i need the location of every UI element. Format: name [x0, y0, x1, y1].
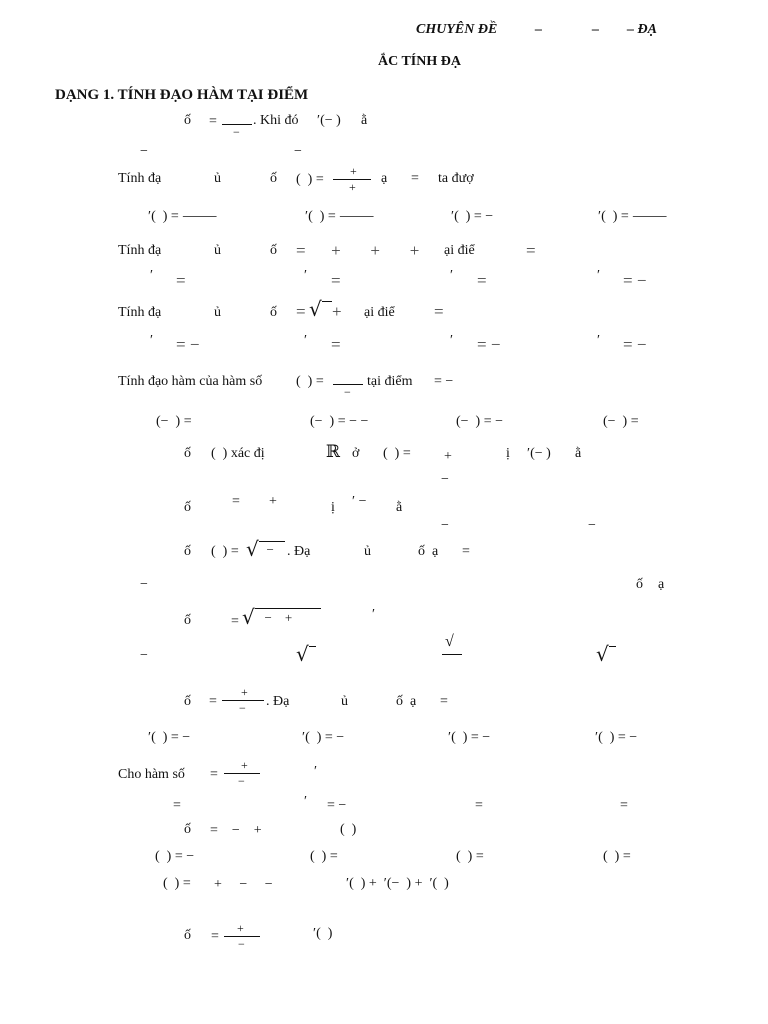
text-fragment: −: [140, 144, 148, 159]
prime-mark: ′: [304, 794, 308, 809]
sqrt-icon: √: [596, 642, 609, 666]
plus-sign: +: [332, 302, 342, 321]
text-fragment: tại điểm: [367, 374, 413, 389]
text-fragment: ạ: [658, 577, 665, 592]
equals-sign: =: [296, 302, 306, 321]
equals-sign: =: [211, 929, 219, 944]
prime-mark: ′: [450, 268, 454, 283]
text-fragment: ị: [506, 446, 510, 461]
fraction-numerator: +: [241, 758, 248, 772]
equals-sign: =: [440, 694, 448, 709]
text-fragment: −: [140, 577, 148, 592]
answer-option: = −: [477, 335, 501, 354]
fraction: [224, 922, 260, 952]
radical-bar: [309, 646, 316, 647]
text-fragment: ố: [184, 613, 191, 628]
equals-sign: =: [232, 494, 240, 509]
text-fragment: ′( ): [313, 926, 333, 941]
text-fragment: −: [588, 518, 596, 533]
text-fragment: ủ: [341, 694, 348, 709]
text-fragment: ( ): [340, 822, 357, 837]
text-fragment: ố: [184, 694, 191, 709]
fraction: [333, 373, 363, 401]
answer-option: =: [173, 798, 181, 813]
text-fragment: ố: [636, 577, 643, 592]
text-fragment: ( ) =: [383, 446, 411, 461]
answer-option: =: [620, 798, 628, 813]
text-fragment: ( ) =: [296, 374, 324, 389]
answer-option: ′( ) = ⸻: [148, 209, 218, 224]
text-fragment: ại điể: [444, 243, 475, 258]
text-fragment: ( ) =: [296, 172, 324, 187]
equals-sign: =: [209, 694, 217, 709]
fraction-denominator: −: [239, 701, 246, 715]
radical: [596, 642, 616, 666]
answer-option: ( ) =: [456, 849, 484, 864]
text-fragment: −: [140, 648, 148, 663]
answer-option: ( ) = −: [155, 849, 195, 864]
text-fragment: ại điể: [364, 305, 395, 320]
prime-mark: ′: [304, 268, 308, 283]
text-fragment: ố: [184, 544, 191, 559]
text-fragment: Tính đạ: [118, 171, 162, 186]
answer-option: =: [331, 335, 341, 354]
fraction-denominator: −: [238, 937, 245, 951]
header-dash-1: –: [535, 22, 542, 37]
answer-option: = −: [327, 798, 347, 813]
radical-bar: [322, 301, 332, 302]
text-fragment: . Đạ: [266, 694, 290, 709]
sqrt-icon: √: [309, 297, 322, 321]
answer-option: ′( ) = −: [595, 730, 638, 745]
fraction: [333, 165, 371, 195]
prime-mark: ′: [450, 333, 454, 348]
answer-option: ′( ) = −: [148, 730, 191, 745]
answer-option: ′( ) = ⸻: [598, 209, 668, 224]
prime-mark: ′: [150, 268, 154, 283]
text-fragment: ( ) =: [163, 876, 191, 891]
radical-bar: [255, 608, 321, 609]
text-fragment: Cho hàm số: [118, 767, 185, 782]
prime-mark: ′: [597, 268, 601, 283]
fraction-denominator: −: [233, 125, 240, 139]
text-fragment: ta đượ: [438, 171, 474, 186]
text-fragment: = −: [434, 374, 454, 389]
answer-option: ( ) =: [603, 849, 631, 864]
answer-option: (− ) =: [156, 414, 192, 429]
radicand: −: [260, 542, 274, 557]
text-fragment: . Đạ: [287, 544, 311, 559]
text-fragment: ằ: [575, 446, 582, 461]
text-fragment: ủ: [214, 171, 221, 186]
text-fragment: ′( ) + ′(− ) + ′( ): [346, 876, 449, 891]
answer-option: =: [176, 271, 186, 290]
answer-option: ′( ) = −: [451, 209, 494, 224]
text-fragment: ố: [184, 113, 191, 128]
equals-sign: =: [462, 544, 470, 559]
text-fragment: −: [441, 472, 449, 487]
text-fragment: ố: [270, 243, 277, 258]
radical: [246, 537, 286, 561]
answer-option: = −: [623, 335, 647, 354]
answer-option: = −: [623, 271, 647, 290]
equals-sign: =: [210, 767, 218, 782]
text-fragment: ạ: [381, 171, 388, 186]
header-dash-2: –: [592, 22, 599, 37]
real-numbers-symbol: ℝ: [326, 442, 341, 461]
text-fragment: ố: [184, 500, 191, 515]
answer-option: (− ) = −: [456, 414, 504, 429]
text-fragment: . Khi đó: [253, 113, 299, 128]
answer-option: = −: [176, 335, 200, 354]
answer-option: ′( ) = −: [448, 730, 491, 745]
answer-option: =: [477, 271, 487, 290]
text-fragment: ố: [184, 446, 191, 461]
prime-mark: ′: [150, 333, 154, 348]
text-fragment: = + + +: [296, 241, 420, 260]
prime-mark: ′: [304, 333, 308, 348]
answer-option: (− ) =: [603, 414, 639, 429]
text-fragment: = − +: [210, 823, 262, 838]
fraction-numerator: +: [237, 921, 244, 935]
sqrt-icon: √: [246, 537, 259, 561]
radical: [309, 297, 331, 321]
text-fragment: ố: [270, 171, 277, 186]
fraction-denominator: +: [349, 180, 356, 194]
text-fragment: ố ạ: [396, 694, 417, 709]
page-subtitle: ẮC TÍNH ĐẠ: [378, 54, 461, 69]
text-fragment: ủ: [214, 305, 221, 320]
header-dash-3: – ĐẠ: [627, 22, 657, 37]
plus-sign: +: [444, 449, 452, 464]
text-fragment: + − −: [214, 877, 273, 892]
fraction: [442, 634, 462, 660]
text-fragment: −: [294, 144, 302, 159]
text-fragment: ′(− ): [317, 113, 341, 128]
fraction: [222, 112, 252, 140]
fraction-denominator: −: [238, 774, 245, 788]
header-title: CHUYÊN ĐỀ: [416, 22, 498, 37]
text-fragment: ố ạ: [418, 544, 439, 559]
radical: [296, 642, 316, 666]
text-fragment: ố: [270, 305, 277, 320]
equals-sign: =: [231, 614, 239, 629]
text-fragment: ằ: [361, 113, 368, 128]
text-fragment: ố: [184, 822, 191, 837]
equals-sign: =: [526, 241, 536, 260]
prime-mark: ′: [372, 607, 376, 622]
equals-sign: =: [209, 114, 217, 129]
fraction-numerator: +: [241, 685, 248, 699]
radical-bar: [609, 646, 616, 647]
fraction-numerator: √: [445, 633, 454, 650]
answer-option: =: [475, 798, 483, 813]
plus-sign: +: [269, 494, 277, 509]
text-fragment: ố: [184, 928, 191, 943]
answer-option: (− ) = − −: [310, 414, 369, 429]
text-fragment: ủ: [364, 544, 371, 559]
answer-option: ( ) =: [310, 849, 338, 864]
sqrt-icon: √: [296, 642, 309, 666]
radicand: − +: [258, 610, 293, 625]
prime-mark: ′: [597, 333, 601, 348]
answer-option: ′( ) = −: [302, 730, 345, 745]
text-fragment: −: [441, 518, 449, 533]
prime-mark: ′: [314, 764, 318, 779]
text-fragment: ủ: [214, 243, 221, 258]
fraction: [222, 686, 264, 716]
fraction-denominator: −: [344, 385, 351, 399]
fraction: [224, 759, 260, 789]
answer-option: ′( ) = ⸻: [305, 209, 375, 224]
text-fragment: Tính đạo hàm của hàm số: [118, 374, 263, 389]
text-fragment: ị: [331, 500, 335, 515]
text-fragment: ′ −: [352, 494, 367, 509]
text-fragment: ( ) xác đị: [211, 446, 265, 461]
sqrt-icon: √: [242, 605, 255, 629]
radical: [242, 604, 322, 628]
fraction-numerator: +: [350, 164, 357, 178]
text-fragment: Tính đạ: [118, 305, 162, 320]
section-heading: DẠNG 1. TÍNH ĐẠO HÀM TẠI ĐIỂM: [55, 87, 309, 103]
text-fragment: ở: [352, 446, 360, 461]
text-fragment: ( ) =: [211, 544, 239, 559]
text-fragment: ′(− ): [527, 446, 551, 461]
text-fragment: ằ: [396, 500, 403, 515]
text-fragment: Tính đạ: [118, 243, 162, 258]
equals-sign: =: [434, 302, 444, 321]
fraction-bar: [442, 654, 462, 655]
answer-option: =: [331, 271, 341, 290]
equals-sign: =: [411, 171, 419, 186]
